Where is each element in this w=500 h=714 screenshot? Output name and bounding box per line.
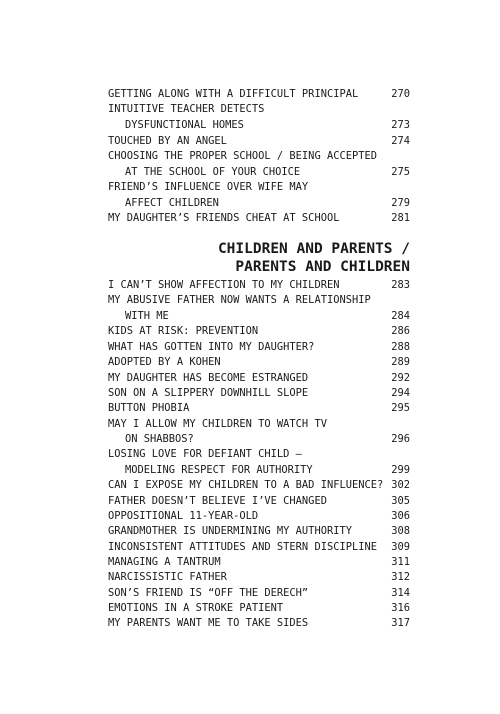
toc-entry [108,293,410,308]
entry-page: 308 [391,525,410,537]
toc-entry [108,211,410,226]
toc-entry [108,478,410,493]
toc-entry [108,87,410,102]
entry-page: 302 [391,479,410,491]
toc-entry [108,586,410,601]
toc-entry [108,134,410,149]
toc-entry [108,463,410,478]
entry-title: WHAT HAS GOTTEN INTO MY DAUGHTER? [108,341,315,353]
entry-title: KIDS AT RISK: PREVENTION [108,325,259,337]
toc-entry [108,278,410,293]
toc-entry [108,371,410,386]
entry-title: SON’S FRIEND IS “OFF THE DERECH” [108,587,309,599]
toc-entry [108,386,410,401]
entry-page: 288 [391,341,410,353]
entry-title: EMOTIONS IN A STROKE PATIENT [108,602,284,614]
entry-page: 286 [391,325,410,337]
toc-entry [108,524,410,539]
entry-title: ADOPTED BY A KOHEN [108,356,221,368]
toc-entry [108,102,410,117]
entry-page: 273 [391,119,410,131]
entry-page: 306 [391,510,410,522]
entry-title: OPPOSITIONAL 11-YEAR-OLD [108,510,259,522]
toc-entry [108,355,410,370]
entry-title: AFFECT CHILDREN [125,197,219,209]
entry-page: 283 [391,279,410,291]
entry-title: TOUCHED BY AN ANGEL [108,135,227,147]
entry-page: 312 [391,571,410,583]
toc-entry [108,616,410,631]
entry-title: BUTTON PHOBIA [108,402,190,414]
entry-page: 311 [391,556,410,568]
toc-entry [108,149,410,164]
entry-title: SON ON A SLIPPERY DOWNHILL SLOPE [108,387,309,399]
entry-title: CAN I EXPOSE MY CHILDREN TO A BAD INFLUENCE? [108,479,384,491]
section-heading-line-1: CHILDREN AND PARENTS / [217,241,410,257]
toc-entry [108,417,410,432]
entry-title: WITH ME [125,310,169,322]
entry-page: 294 [391,387,410,399]
entry-page: 314 [391,587,410,599]
entry-title: MY DAUGHTER HAS BECOME ESTRANGED [108,372,309,384]
entry-page: 295 [391,402,410,414]
toc-entry [108,324,410,339]
toc-entry [108,540,410,555]
entry-title: MY ABUSIVE FATHER NOW WANTS A RELATIONSHIP [108,294,371,306]
entry-title: DYSFUNCTIONAL HOMES [125,119,244,131]
entry-title: INTUITIVE TEACHER DETECTS [108,103,265,115]
entry-title: MANAGING A TANTRUM [108,556,221,568]
toc-entry [108,509,410,524]
entry-page: 305 [391,495,410,507]
entry-page: 317 [391,617,410,629]
toc-entry [108,494,410,509]
entry-page: 289 [391,356,410,368]
entry-title: FRIEND’S INFLUENCE OVER WIFE MAY [108,181,309,193]
entry-page: 309 [391,541,410,553]
toc-entry [108,118,410,133]
entry-page: 299 [391,464,410,476]
toc-entry [108,309,410,324]
entry-title: CHOOSING THE PROPER SCHOOL / BEING ACCEPTED [108,150,377,162]
entry-title: GRANDMOTHER IS UNDERMINING MY AUTHORITY [108,525,352,537]
toc-entry [108,570,410,585]
entry-title: I CAN’T SHOW AFFECTION TO MY CHILDREN [108,279,340,291]
entry-page: 274 [391,135,410,147]
toc-entry [108,555,410,570]
toc-entry [108,340,410,355]
entry-page: 296 [391,433,410,445]
entry-page: 284 [391,310,410,322]
toc-entry [108,447,410,462]
toc-entry [108,180,410,195]
entry-page: 275 [391,166,410,178]
entry-title: GETTING ALONG WITH A DIFFICULT PRINCIPAL [108,88,359,100]
entry-page: 281 [391,212,410,224]
entry-page: 292 [391,372,410,384]
entry-title: AT THE SCHOOL OF YOUR CHOICE [125,166,301,178]
toc-entry [108,401,410,416]
entry-title: MY PARENTS WANT ME TO TAKE SIDES [108,617,309,629]
toc-entry [108,432,410,447]
toc-entry [108,196,410,211]
section-heading-line-2: PARENTS AND CHILDREN [235,259,410,275]
entry-title: LOSING LOVE FOR DEFIANT CHILD — [108,448,302,460]
toc-entry [108,601,410,616]
entry-page: 270 [391,88,410,100]
entry-title: MY DAUGHTER’S FRIENDS CHEAT AT SCHOOL [108,212,340,224]
entry-title: MODELING RESPECT FOR AUTHORITY [125,464,313,476]
entry-title: ON SHABBOS? [125,433,194,445]
entry-page: 316 [391,602,410,614]
entry-title: FATHER DOESN’T BELIEVE I’VE CHANGED [108,495,327,507]
toc-entry [108,165,410,180]
entry-title: NARCISSISTIC FATHER [108,571,227,583]
entry-page: 279 [391,197,410,209]
entry-title: INCONSISTENT ATTITUDES AND STERN DISCIPLINE [108,541,377,553]
entry-title: MAY I ALLOW MY CHILDREN TO WATCH TV [108,418,327,430]
